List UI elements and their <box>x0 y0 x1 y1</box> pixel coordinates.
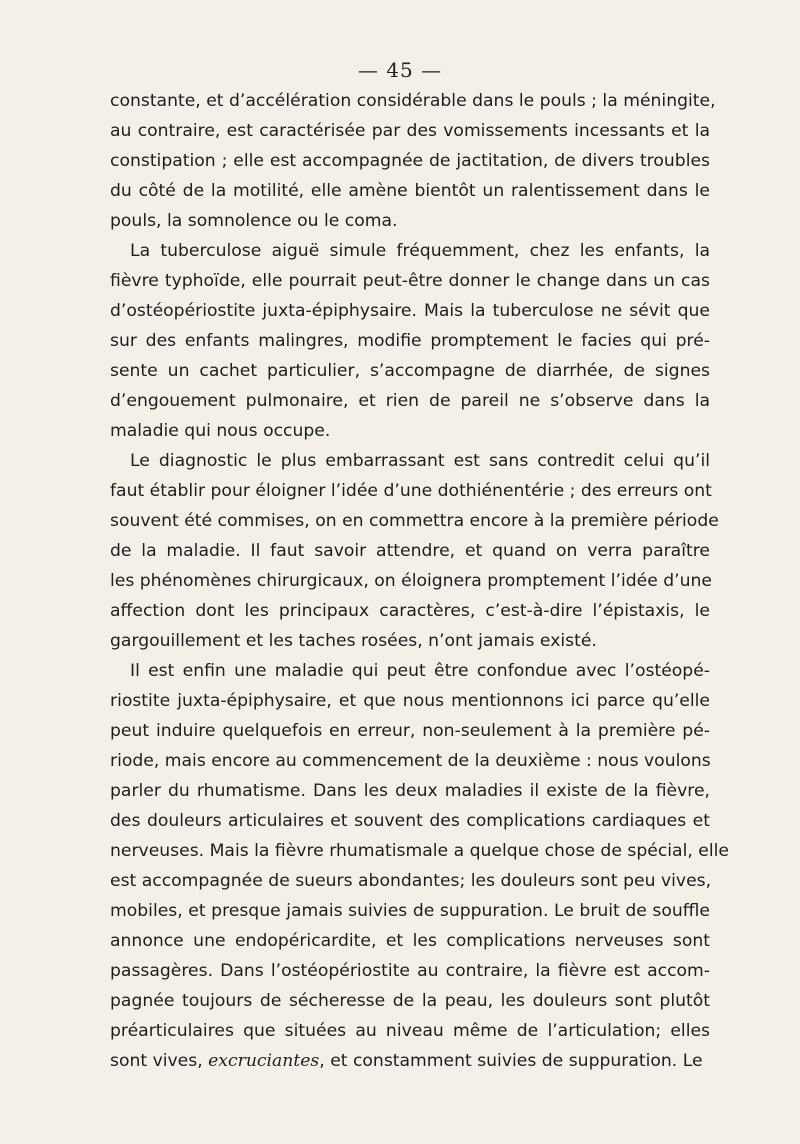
text-line: maladie qui nous occupe. <box>110 421 331 441</box>
text-line: fièvre typhoïde, elle pourrait peut-être donner le change dans un cas <box>110 271 710 291</box>
text-line: affection dont les principaux caractères, c’est-à-dire l’épistaxis, le <box>110 601 710 621</box>
text-line: est accompagnée de sueurs abondantes; les douleurs sont peu vives, <box>110 871 712 891</box>
text-line: annonce une endopéricardite, et les complications nerveuses sont <box>110 931 710 951</box>
text-line: riode, mais encore au commencement de la deuxième : nous voulons <box>110 751 711 771</box>
text-line: de la maladie. Il faut savoir attendre, et quand on verra paraître <box>110 541 710 561</box>
text-line: La tuberculose aiguë simule fréquemment, chez les enfants, la <box>130 241 710 261</box>
text-line: faut établir pour éloigner l’idée d’une dothiénentérie ; des erreurs ont <box>110 481 712 501</box>
text-line: souvent été commises, on en commettra encore à la première période <box>110 511 719 531</box>
text-line: d’ostéopériostite juxta-épiphysaire. Mais la tuberculose ne sévit que <box>110 301 710 321</box>
text-line: pagnée toujours de sécheresse de la peau, les douleurs sont plutôt <box>110 991 710 1011</box>
text-line: Le diagnostic le plus embarrassant est sans contredit celui qu’il <box>130 451 710 471</box>
text-line: mobiles, et presque jamais suivies de suppuration. Le bruit de souffle <box>110 901 710 921</box>
text-line: peut induire quelquefois en erreur, non-seulement à la première pé- <box>110 721 710 741</box>
text-line: du côté de la motilité, elle amène bientôt un ralentissement dans le <box>110 181 710 201</box>
text-line: sont vives, excruciantes, et constamment suivies de suppuration. Le <box>110 1051 703 1071</box>
text-line: d’engouement pulmonaire, et rien de pareil ne s’observe dans la <box>110 391 710 411</box>
text-line: sur des enfants malingres, modifie promptement le facies qui pré- <box>110 331 710 351</box>
text-line: passagères. Dans l’ostéopériostite au contraire, la fièvre est accom- <box>110 961 710 981</box>
text-line: pouls, la somnolence ou le coma. <box>110 211 398 231</box>
text-line: constipation ; elle est accompagnée de jactitation, de divers troubles <box>110 151 710 171</box>
text-line: Il est enfin une maladie qui peut être confondue avec l’ostéopé- <box>130 661 710 681</box>
text-line: constante, et d’accélération considérable dans le pouls ; la méningite, <box>110 91 716 111</box>
emphasized-word: excruciantes <box>208 1051 320 1071</box>
text-line: préarticulaires que situées au niveau même de l’articulation; elles <box>110 1021 710 1041</box>
text-line: nerveuses. Mais la fièvre rhumatismale a quelque chose de spécial, elle <box>110 841 729 861</box>
text-line: parler du rhumatisme. Dans les deux maladies il existe de la fièvre, <box>110 781 710 801</box>
text-line: les phénomènes chirurgicaux, on éloignera promptement l’idée d’une <box>110 571 712 591</box>
text-line: riostite juxta-épiphysaire, et que nous mentionnons ici parce qu’elle <box>110 691 710 711</box>
text-line: gargouillement et les taches rosées, n’ont jamais existé. <box>110 631 597 651</box>
page-number: — 45 — <box>357 58 443 82</box>
text-line: au contraire, est caractérisée par des vomissements incessants et la <box>110 121 710 141</box>
text-line: sente un cachet particulier, s’accompagne de diarrhée, de signes <box>110 361 710 381</box>
body-text <box>110 86 729 1076</box>
text-line: des douleurs articulaires et souvent des complications cardiaques et <box>110 811 710 831</box>
